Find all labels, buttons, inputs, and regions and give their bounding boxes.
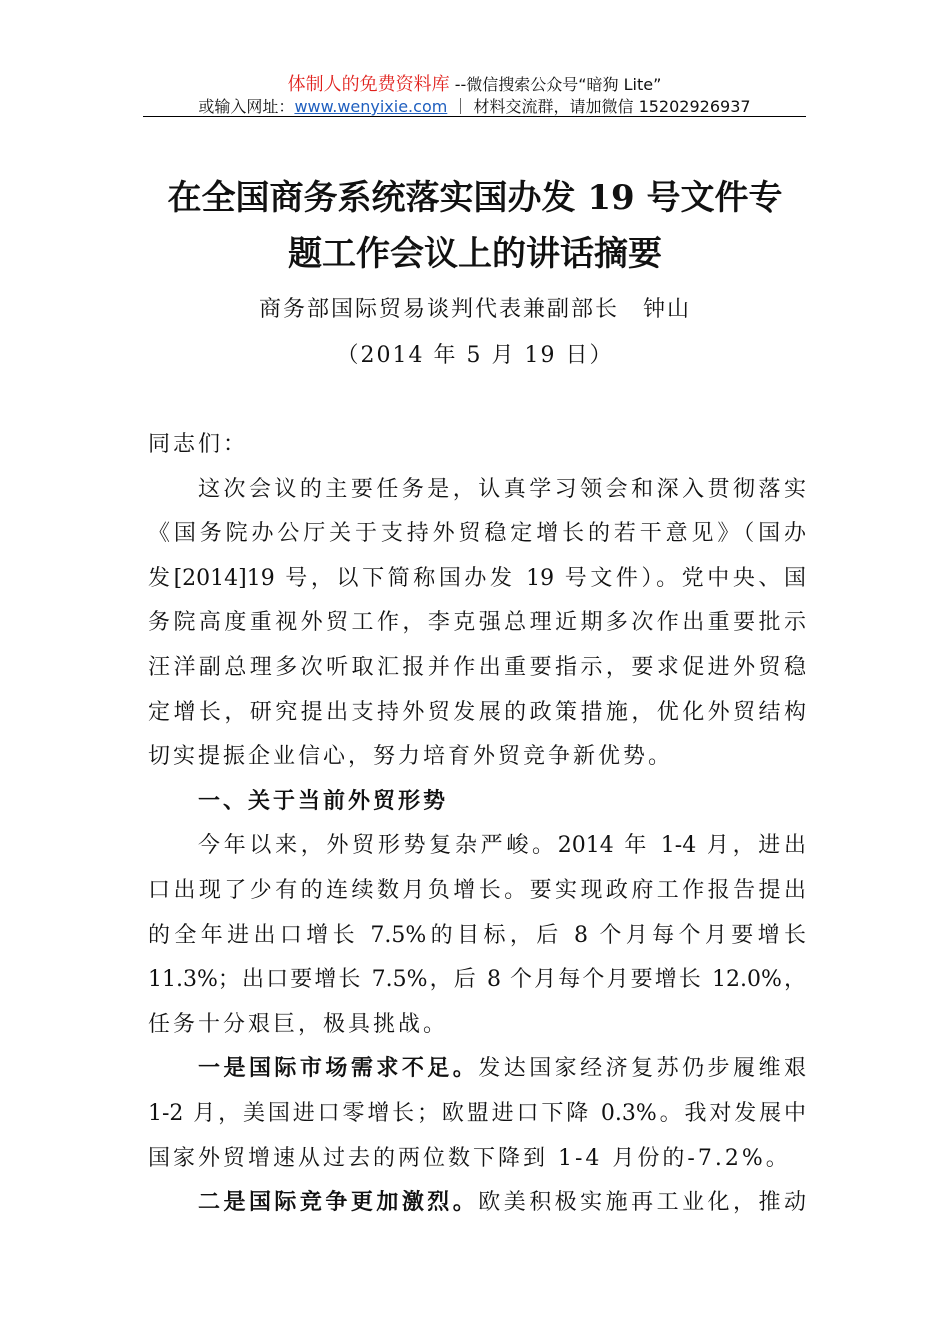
body-line [148,1181,806,1226]
line-text: 1-2 月，美国进口零增长；欧盟进口下降 0.3%。我对发展中 [148,1100,806,1126]
title-line-2: 题工作会议上的讲话摘要 [288,234,662,274]
body-line [148,468,806,513]
body-line [148,1003,806,1048]
line-text: 切实提振企业信心，努力培育外贸竞争新优势。 [148,744,674,770]
line-text: 欧美积极实施再工业化，推动 [478,1190,806,1216]
line-text: 这次会议的主要任务是，认真学习领会和深入贯彻落实 [198,476,806,502]
body-line [148,914,806,959]
header-line-1 [143,70,806,96]
url-label: 或输入网址： [198,97,295,116]
body-line [148,869,806,914]
body-line [148,691,806,736]
line-text: 汪洋副总理多次听取汇报并作出重要指示，要求促进外贸稳 [148,654,806,680]
bold-heading: 二是国际竞争更加激烈。 [198,1190,479,1216]
line-text: 的全年进出口增长 7.5%的目标，后 8 个月每个月要增长 [148,922,806,948]
document-title [120,170,830,282]
line-text: 发达国家经济复苏仍步履维艰 [478,1056,806,1082]
line-text: 发[2014]19 号，以下简称国办发 19 号文件）。党中央、国 [148,565,806,591]
body-line [148,423,806,468]
body-line [148,1137,806,1182]
line-text: 《国务院办公厅关于支持外贸稳定增长的若干意见》（国办 [148,521,806,547]
title-line-1: 在全国商务系统落实国办发 19 号文件专 [167,178,783,218]
body-line [148,780,806,825]
body-line [148,1047,806,1092]
line-text: 任务十分艰巨，极具挑战。 [148,1011,449,1037]
line-text: 国家外贸增速从过去的两位数下降到 1-4 月份的-7.2%。 [148,1145,791,1171]
body-text [148,423,806,1226]
line-text: 口出现了少有的连续数月负增长。要实现政府工作报告提出 [148,877,806,903]
body-line [148,958,806,1003]
bold-heading: 一、关于当前外贸形势 [198,788,449,814]
header-line-2 [143,94,806,117]
body-line [148,512,806,557]
line-text: 11.3%；出口要增长 7.5%，后 8 个月每个月要增长 12.0%， [148,967,806,993]
line-text: 定增长，研究提出支持外贸发展的政策措施，优化外贸结构 [148,699,806,725]
line-text: 务院高度重视外贸工作，李克强总理近期多次作出重要批示 [148,610,806,636]
contact-text: ｜ 材料交流群，请加微信 15202926937 [447,97,751,116]
body-line [148,601,806,646]
body-line [148,735,806,780]
brand-suffix: --微信搜索公众号“暗狗 Lite” [449,75,662,94]
body-line [148,646,806,691]
body-line [148,557,806,602]
website-link[interactable]: www.wenyixie.com [294,97,448,116]
line-text: 今年以来，外贸形势复杂严峻。2014 年 1-4 月，进出 [198,833,806,859]
bold-heading: 一是国际市场需求不足。 [198,1056,479,1082]
date: （2014 年 5 月 19 日） [336,343,614,368]
brand-text: 体制人的免费资料库 [287,74,450,95]
body-line [148,1092,806,1137]
body-line [148,824,806,869]
author: 商务部国际贸易谈判代表兼副部长 钟山 [258,297,691,322]
header-rule [143,116,806,117]
line-text: 同志们： [148,432,249,457]
